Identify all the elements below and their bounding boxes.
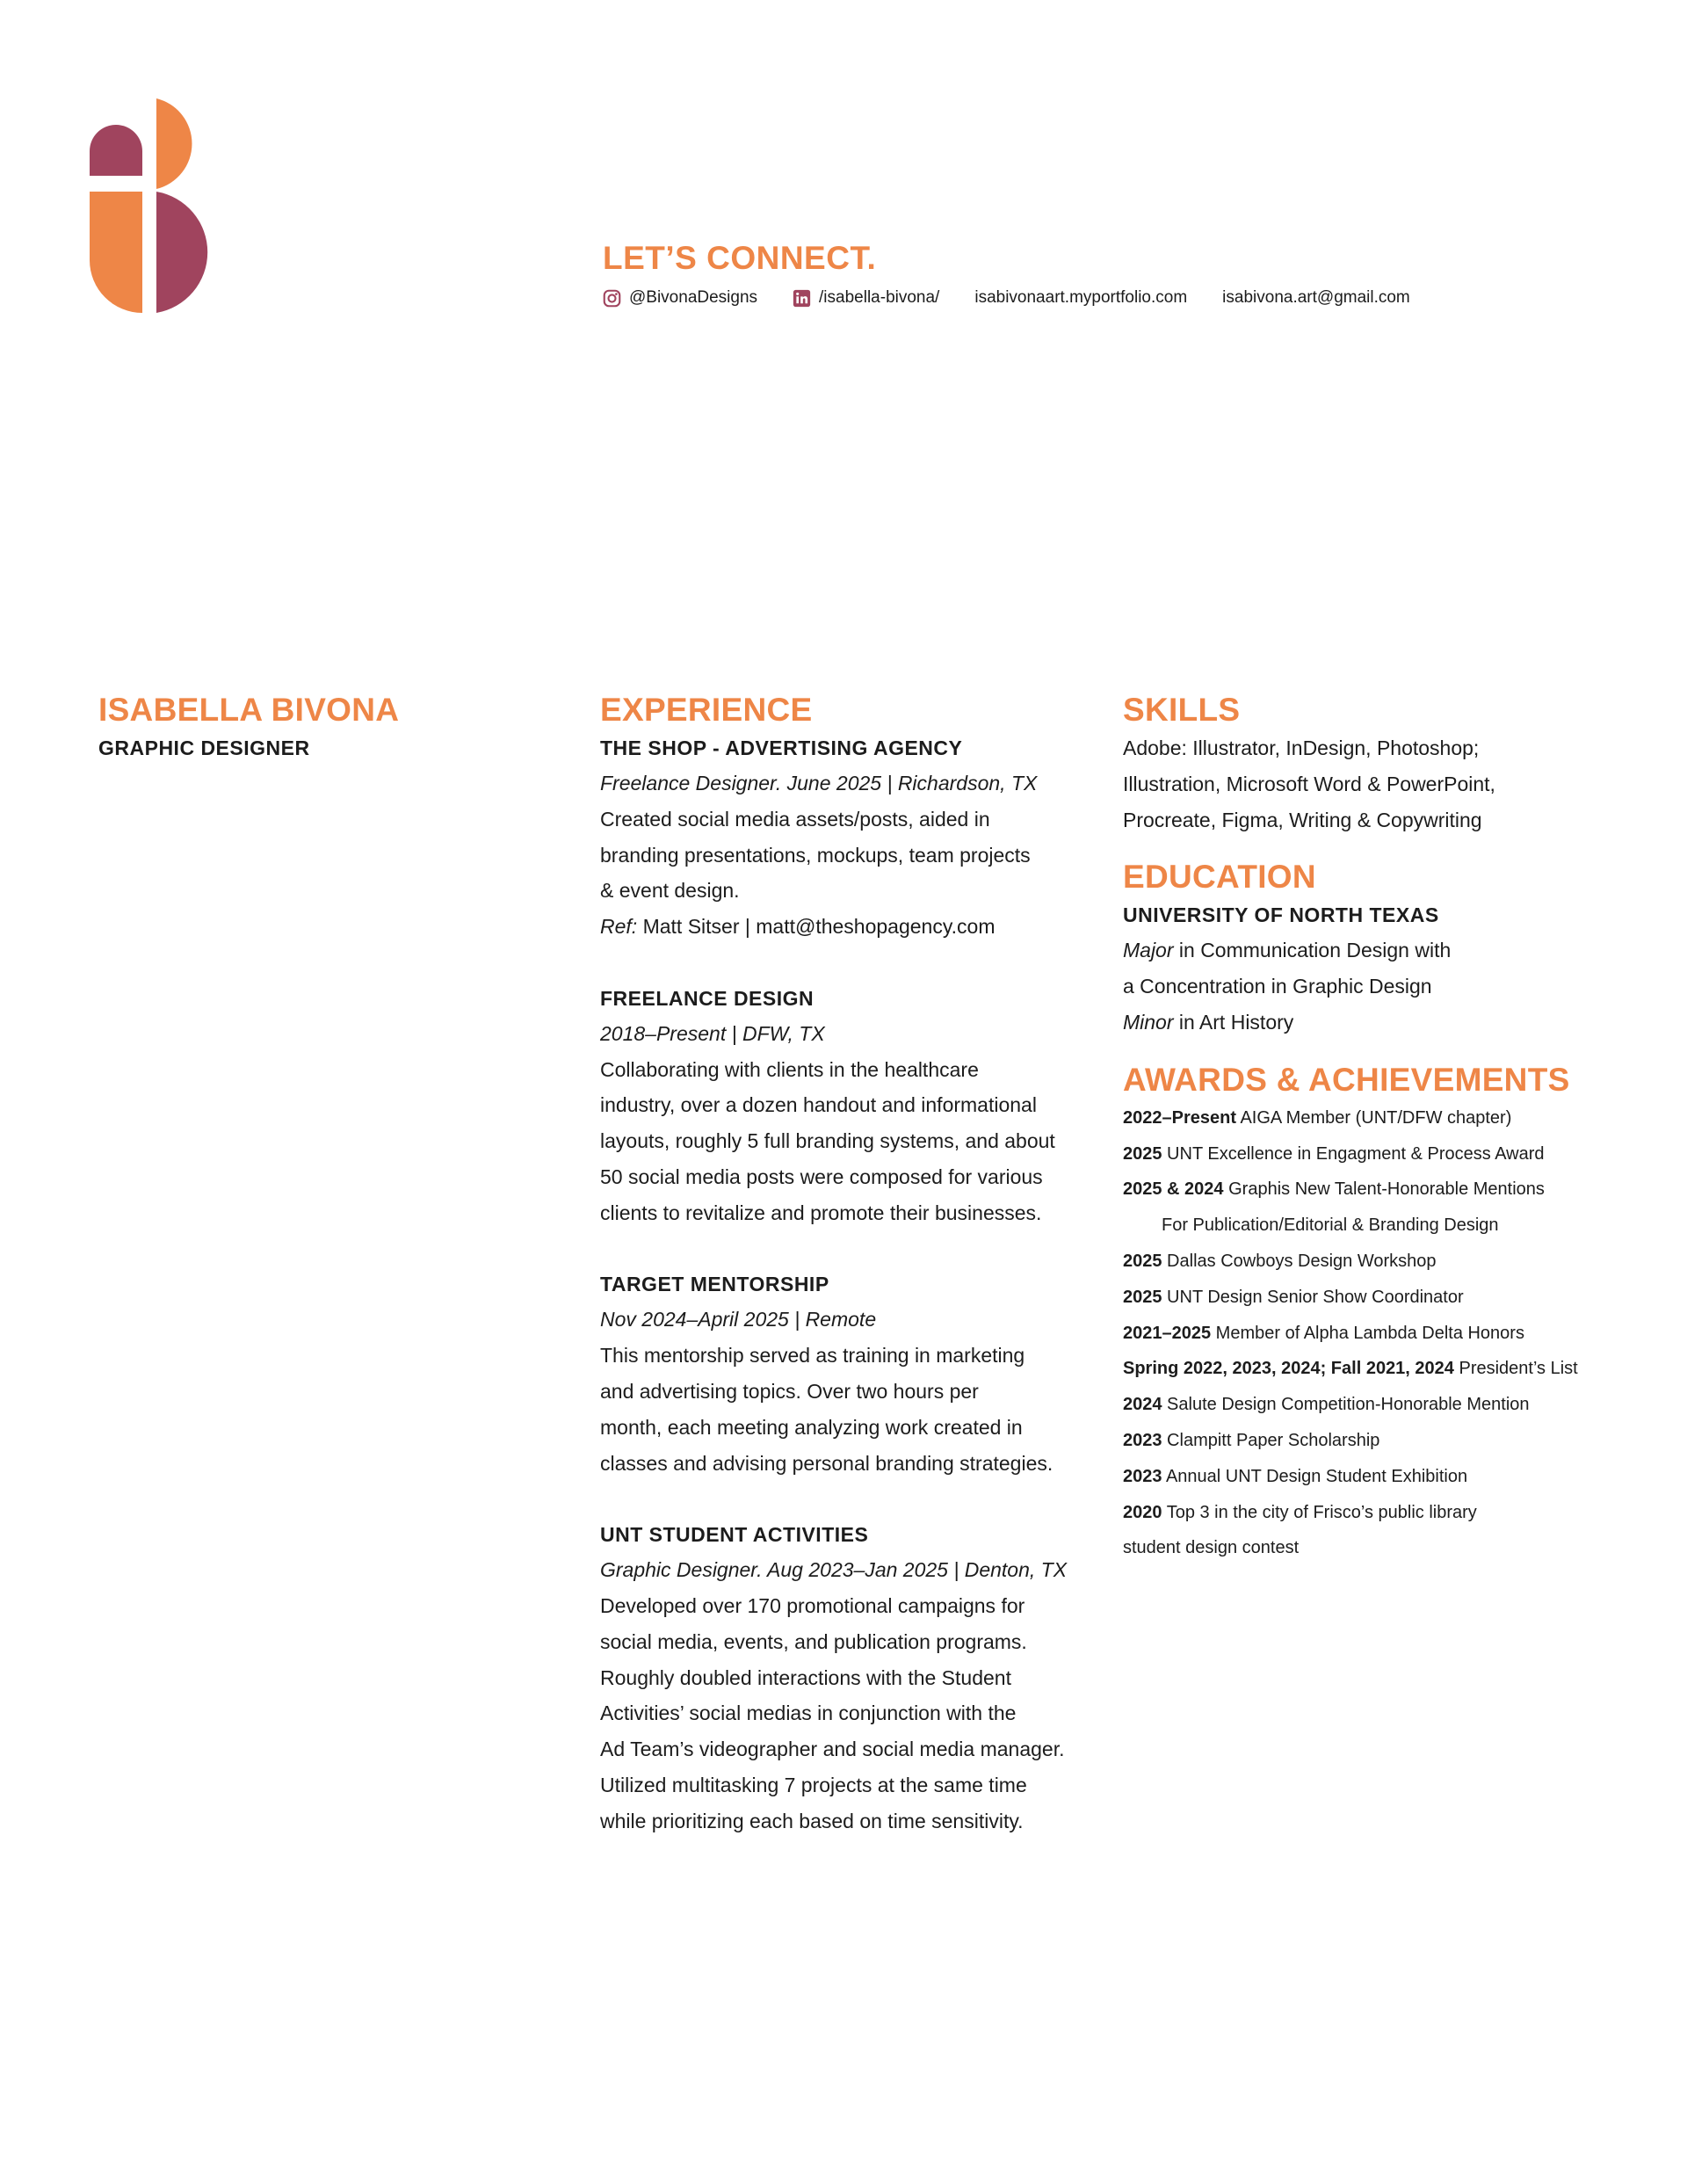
job-desc-line: 50 social media posts were composed for various [600, 1165, 1043, 1188]
award-text: Member of Alpha Lambda Delta Honors [1211, 1323, 1524, 1343]
job-desc-line: & event design. [600, 879, 740, 903]
award-year: 2025 & 2024 [1123, 1179, 1224, 1200]
education-section [1123, 857, 1685, 1040]
ref-label: Ref: [600, 915, 638, 939]
person-title: GRAPHIC DESIGNER [98, 736, 310, 759]
job-entry [600, 730, 1092, 945]
job-entry [600, 1517, 1092, 1839]
award-text: AIGA Member (UNT/DFW chapter) [1235, 1107, 1512, 1128]
portfolio-url: isabivonaart.myportfolio.com [974, 288, 1188, 307]
job-desc-line: Activities’ social medias in conjunction with the [600, 1701, 1017, 1725]
minor-line [1123, 1005, 1685, 1041]
award-item [1123, 1280, 1685, 1316]
instagram-link[interactable] [603, 288, 757, 308]
award-text: President’s List [1453, 1359, 1578, 1379]
portfolio-link[interactable] [974, 288, 1187, 308]
job-desc-line: clients to revitalize and promote their businesses. [600, 1201, 1042, 1224]
job-org: THE SHOP - ADVERTISING AGENCY [600, 736, 963, 759]
sidebar-column [1123, 690, 1685, 1566]
award-year: 2023 [1123, 1430, 1162, 1450]
awards-heading: AWARDS & ACHIEVEMENTS [1123, 1061, 1570, 1098]
job-desc-line: Utilized multitasking 7 projects at the same time [600, 1773, 1027, 1796]
job-desc-line: while prioritizing each based on time sensitivity. [600, 1809, 1024, 1832]
minor-label: Minor [1123, 1010, 1174, 1034]
skills-line: Illustration, Microsoft Word & PowerPoint, [1123, 772, 1495, 795]
job-desc-line: Created social media assets/posts, aided in [600, 807, 990, 831]
award-item [1123, 1495, 1685, 1531]
job-desc-line: and advertising topics. Over two hours per [600, 1379, 979, 1403]
award-item [1123, 1351, 1685, 1387]
job-desc-line: branding presentations, mockups, team projects [600, 843, 1031, 867]
major-line [1123, 932, 1685, 969]
award-text: Top 3 in the city of Frisco’s public library [1162, 1502, 1477, 1522]
job-entry [600, 981, 1092, 1231]
skills-line: Procreate, Figma, Writing & Copywriting [1123, 808, 1482, 831]
award-text: Clampitt Paper Scholarship [1162, 1430, 1380, 1450]
award-text: Salute Design Competition-Honorable Mention [1162, 1395, 1530, 1415]
job-desc-line: Developed over 170 promotional campaigns for [600, 1593, 1025, 1617]
job-role: Graphic Designer. Aug 2023–Jan 2025 | Denton, TX [600, 1558, 1068, 1582]
instagram-handle: @BivonaDesigns [629, 288, 758, 307]
job-desc-line: This mentorship served as training in marketing [600, 1344, 1025, 1368]
award-text: student design contest [1123, 1538, 1300, 1558]
award-item [1123, 1316, 1685, 1352]
award-year: 2020 [1123, 1502, 1162, 1522]
award-text: UNT Design Senior Show Coordinator [1162, 1287, 1464, 1307]
award-item [1123, 1244, 1685, 1280]
job-org: FREELANCE DESIGN [600, 986, 815, 1010]
skills-section [1123, 690, 1685, 838]
job-role: Nov 2024–April 2025 | Remote [600, 1308, 877, 1331]
ref-value: Matt Sitser | matt@theshopagency.com [637, 915, 996, 939]
school-name: UNIVERSITY OF NORTH TEXAS [1123, 903, 1439, 927]
award-text: Graphis New Talent-Honorable Mentions [1223, 1179, 1545, 1200]
contact-row [603, 288, 1410, 308]
monogram-logo [88, 97, 220, 316]
job-desc-line: Roughly doubled interactions with the Student [600, 1665, 1011, 1689]
award-year: 2023 [1123, 1466, 1162, 1486]
instagram-icon [603, 289, 621, 308]
skills-line: Adobe: Illustrator, InDesign, Photoshop; [1123, 736, 1480, 759]
job-desc-line: Ad Team’s videographer and social media manager. [600, 1738, 1065, 1761]
job-desc-line: layouts, roughly 5 full branding systems, and about [600, 1129, 1055, 1153]
job-desc-line: classes and advising personal branding strategies. [600, 1451, 1053, 1475]
award-year: 2025 [1123, 1143, 1162, 1164]
award-year: 2022–Present [1123, 1107, 1236, 1128]
job-desc-line: month, each meeting analyzing work created in [600, 1415, 1023, 1439]
connect-title: LET’S CONNECT. [603, 240, 877, 276]
job-desc-line: Collaborating with clients in the healthcare [600, 1057, 979, 1081]
job-desc-line: social media, events, and publication programs. [600, 1629, 1027, 1653]
award-item [1123, 1100, 1685, 1136]
awards-section [1123, 1060, 1685, 1566]
award-text: Annual UNT Design Student Exhibition [1162, 1466, 1468, 1486]
award-text: UNT Excellence in Engagment & Process Award [1162, 1143, 1545, 1164]
major-text: in Communication Design with [1173, 939, 1452, 962]
job-role: Freelance Designer. June 2025 | Richardson, TX [600, 772, 1038, 795]
connect-section [603, 239, 1410, 308]
job-desc-line: industry, over a dozen handout and informational [600, 1093, 1037, 1117]
job-org: TARGET MENTORSHIP [600, 1273, 829, 1296]
email-address: isabivona.art@gmail.com [1222, 288, 1410, 307]
concentration-line: a Concentration in Graphic Design [1123, 975, 1432, 998]
linkedin-icon [793, 289, 811, 308]
experience-heading: EXPERIENCE [600, 692, 813, 728]
linkedin-link[interactable] [793, 288, 939, 308]
award-item [1123, 1459, 1685, 1495]
linkedin-handle: /isabella-bivona/ [819, 288, 940, 307]
experience-section [600, 690, 1092, 1839]
award-year: 2025 [1123, 1287, 1162, 1307]
award-item [1123, 1387, 1685, 1423]
minor-text: in Art History [1173, 1010, 1294, 1034]
job-reference [600, 909, 1092, 945]
award-item [1123, 1530, 1685, 1566]
email-link[interactable] [1222, 288, 1410, 308]
award-year: 2024 [1123, 1395, 1162, 1415]
award-year: Spring 2022, 2023, 2024; Fall 2021, 2024 [1123, 1359, 1454, 1379]
award-text: Dallas Cowboys Design Workshop [1162, 1251, 1437, 1271]
job-entry [600, 1266, 1092, 1481]
award-item [1123, 1423, 1685, 1459]
education-heading: EDUCATION [1123, 859, 1316, 896]
award-item [1123, 1136, 1685, 1172]
job-role: 2018–Present | DFW, TX [600, 1021, 825, 1045]
award-year: 2021–2025 [1123, 1323, 1212, 1343]
award-item [1123, 1208, 1685, 1244]
award-year: 2025 [1123, 1251, 1162, 1271]
skills-heading: SKILLS [1123, 692, 1241, 728]
award-item [1123, 1172, 1685, 1208]
person-name: ISABELLA BIVONA [98, 692, 400, 728]
profile-column [98, 690, 555, 765]
award-text: For Publication/Editorial & Branding Design [1162, 1215, 1499, 1236]
job-org: UNT STUDENT ACTIVITIES [600, 1523, 869, 1547]
major-label: Major [1123, 939, 1174, 962]
